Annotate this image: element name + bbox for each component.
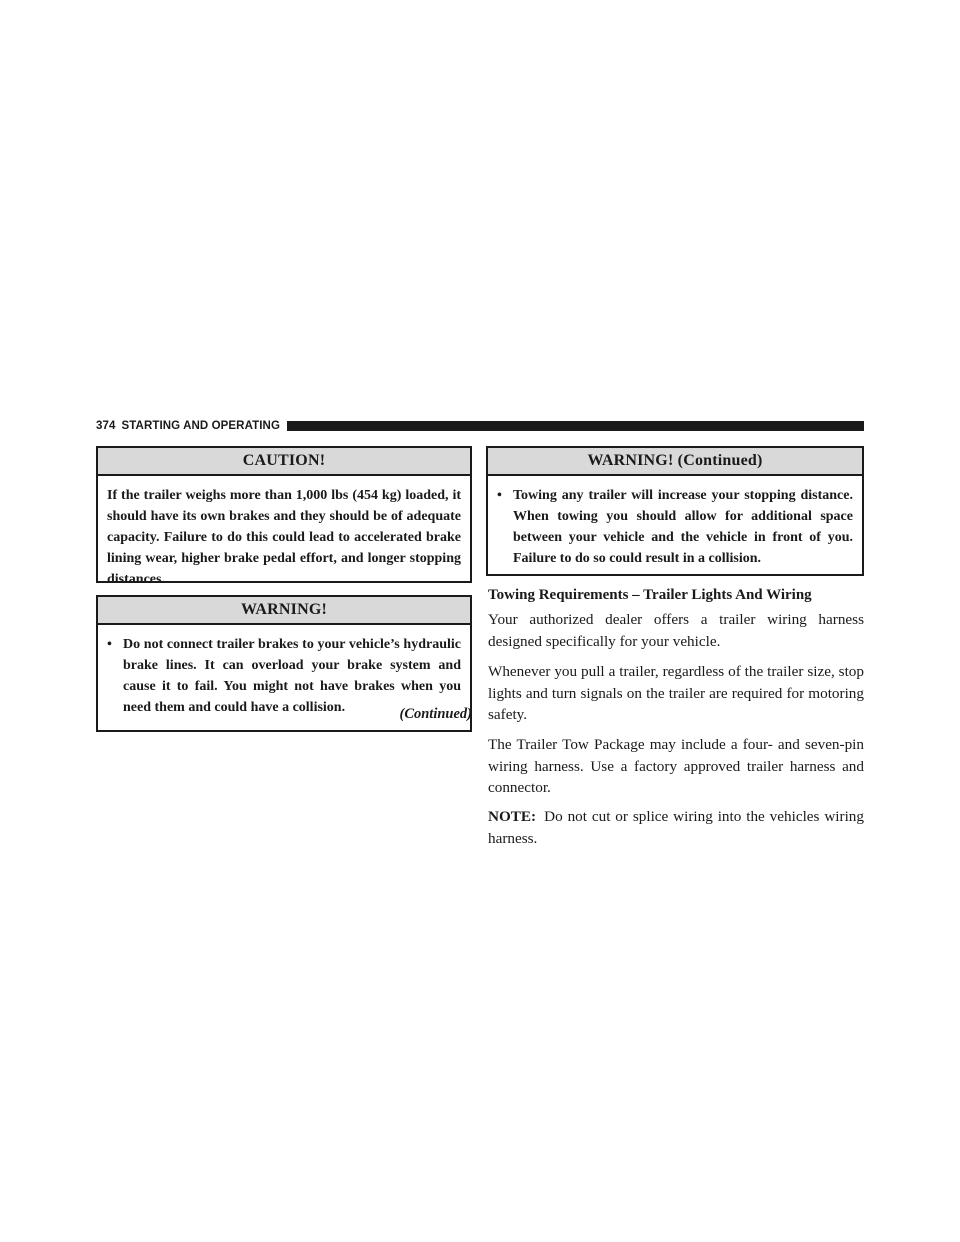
section-heading: Towing Requirements – Trailer Lights And Wiring [488,587,812,603]
header-rule [287,421,864,431]
caution-box [96,446,472,587]
note-paragraph [488,806,864,849]
paragraph-tow-package: The Trailer Tow Package may include a four- and seven-pin wiring harness. Use a factory approved trailer harness and connector. [488,736,864,796]
page-header [96,419,864,433]
paragraph-lights: Whenever you pull a trailer, regardless of the trailer size, stop lights and turn signals on the trailer are required for motoring safety. [488,663,864,723]
warning-continued-box [486,446,864,576]
warning-continued-title: WARNING! (Continued) [488,448,862,476]
warning-title: WARNING! [98,597,470,625]
warning-continued-body [488,476,862,577]
section-title: STARTING AND OPERATING [121,420,281,432]
warning-item-text: Do not connect trailer brakes to your vehicle’s hydraulic brake lines. It can overload your brake system and cause it to fail. You might not have brakes when you need them and could have a collision. [123,637,461,715]
caution-body: If the trailer weighs more than 1,000 lbs (454 kg) loaded, it should have its own brakes and they should be of adequate capacity. Failure to do this could lead to accelerated brake lining wear, higher brake pedal effort, and longer stopping distances. [107,488,461,587]
paragraph-dealer: Your authorized dealer offers a trailer wiring harness designed specifically for your vehicle. [488,611,864,650]
caution-title: CAUTION! [98,448,470,476]
continued-label: (Continued) [399,706,472,722]
page-number: 374 [96,420,116,432]
warning-continued-item-text: Towing any trailer will increase your stopping distance. When towing you should allow for additional space between your vehicle and the vehicle in front of you. Failure to do so could result in a collision. [513,488,853,566]
header-text [96,420,280,432]
note-text: Do not cut or splice wiring into the vehicles wiring harness. [488,808,864,847]
note-label: NOTE: [488,808,537,825]
bullet-icon: • [107,637,112,652]
warning-continued-bullet-item [497,485,853,569]
bullet-icon: • [497,488,502,503]
